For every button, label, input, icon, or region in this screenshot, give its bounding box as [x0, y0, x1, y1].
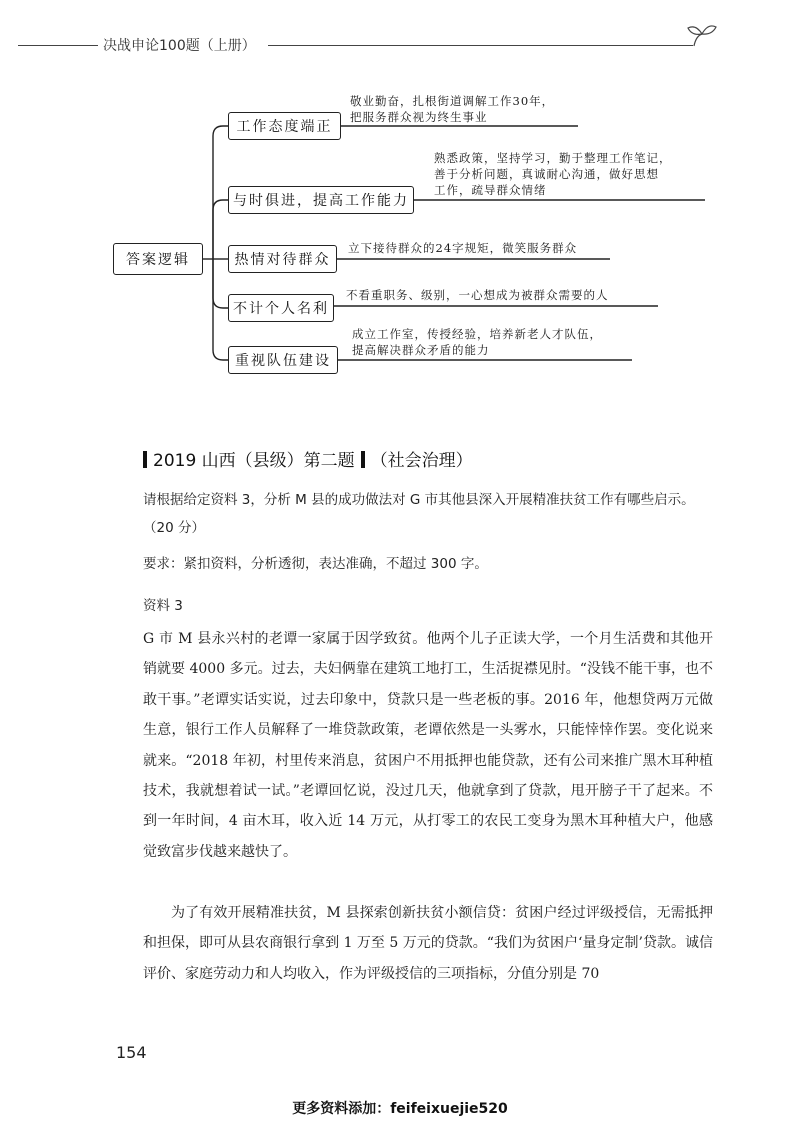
heading-bar-right: [361, 451, 365, 468]
section-heading: [143, 446, 473, 471]
mindmap-node-selfless: [228, 294, 334, 322]
mindmap-root-label: 答案逻辑: [126, 252, 190, 268]
material-paragraph-2: 为了有效开展精准扶贫，M 县探索创新扶贫小额信贷：贫困户经过评级授信，无需抵押和担保，即可从县农商银行拿到 1 万至 5 万元的贷款。“我们为贫困户‘量身定制’贷款。诚信评价、家庭劳动力和人均收入，作为评级授信的三项指标，分值分别是 70: [143, 905, 713, 982]
page-number: 154: [116, 1043, 147, 1062]
mindmap-root: [113, 243, 203, 275]
mindmap-node-ability: [228, 186, 414, 214]
book-title: 决战申论100题（上册）: [103, 38, 256, 54]
mindmap-desc-ability: 熟悉政策，坚持学习，勤于整理工作笔记， 善于分析问题，真诚耐心沟通，做好思想 工作，疏导群众情绪: [434, 151, 672, 197]
mindmap-node-enthusiasm: [228, 245, 337, 273]
mindmap-node-team: [228, 346, 338, 374]
heading-bar-left: [143, 451, 147, 468]
mindmap-node-label: 热情对待群众: [234, 252, 331, 268]
mindmap-desc-enthusiasm: 立下接待群众的24字规矩，微笑服务群众: [348, 241, 578, 255]
section-tag: （社会治理）: [370, 451, 473, 471]
question-text: 请根据给定资料 3，分析 M 县的成功做法对 G 市其他县深入开展精准扶贫工作有哪些启示。（20 分）: [143, 492, 695, 536]
mindmap-node-label: 工作态度端正: [236, 119, 333, 135]
material-label: 资料 3: [143, 598, 183, 614]
mindmap-node-label: 与时俱进，提高工作能力: [233, 193, 409, 209]
section-title: 2019 山西（县级）第二题: [153, 451, 355, 471]
mindmap-desc-attitude: 敬业勤奋，扎根街道调解工作30年， 把服务群众视为终生事业: [350, 94, 555, 124]
mindmap-desc-team: 成立工作室，传授经验，培养新老人才队伍， 提高解决群众矛盾的能力: [352, 327, 602, 357]
mindmap-desc-selfless: 不看重职务、级别，一心想成为被群众需要的人: [346, 288, 609, 302]
requirement-text: 要求：紧扣资料，分析透彻，表达准确，不超过 300 字。: [143, 556, 488, 572]
material-paragraph-1: G 市 M 县永兴村的老谭一家属于因学致贫。他两个儿子正读大学，一个月生活费和其他开销就要 4000 多元。过去，夫妇俩靠在建筑工地打工，生活捉襟见肘。“没钱不能干事，也不敢干事。”老谭实话实说，过去印象中，贷款只是一些老板的事。2016 年，他想贷两万元做生意，银行工作人员解释了一堆贷款政策，老谭依然是一头雾水，只能悻悻作罢。变化说来就来。“2018 年初，村里传来消息，贫困户不用抵押也能贷款，还有公司来推广黑木耳种植技术，我就想着试一试。”老谭回忆说，没过几天，他就拿到了贷款，甩开膀子干了起来。不到一年时间，4 亩木耳，收入近 14 万元，从打零工的农民工变身为黑木耳种植大户，他感觉致富步伐越来越快了。: [143, 631, 713, 860]
mindmap-node-attitude: [228, 112, 341, 140]
mindmap-node-label: 重视队伍建设: [235, 353, 331, 369]
mindmap-node-label: 不计个人名利: [233, 301, 329, 317]
footer-contact: 更多资料添加：feifeixuejie520: [292, 1101, 508, 1117]
